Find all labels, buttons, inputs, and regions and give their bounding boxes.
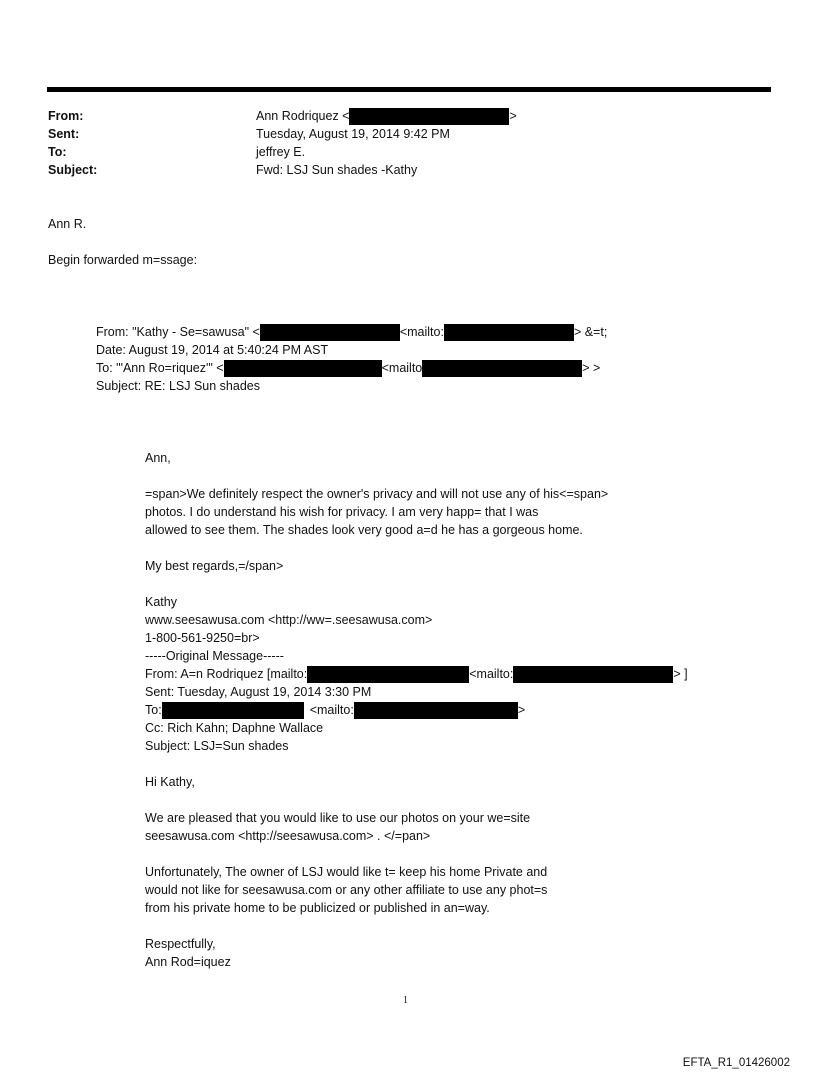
- reply-greeting: Ann,: [145, 451, 171, 465]
- original-message-marker: -----Original Message-----: [145, 649, 284, 663]
- bates-number: EFTA_R1_01426002: [682, 1057, 790, 1069]
- sent-value: Tuesday, August 19, 2014 9:42 PM: [256, 127, 450, 141]
- reply-regards: My best regards,=/span>: [145, 559, 284, 573]
- original-from-line: From: A=n Rodriquez [mailto: <mailto: > ]: [145, 667, 688, 681]
- signature-phone: 1-800-561-9250=br>: [145, 631, 260, 645]
- redaction-box: [422, 360, 582, 377]
- sent-label: Sent:: [48, 127, 80, 141]
- redaction-box: [260, 324, 400, 341]
- original-signature-name: Ann Rod=iquez: [145, 955, 231, 969]
- reply-paragraph-line: =span>We definitely respect the owner's privacy and will not use any of his<=span>: [145, 487, 609, 501]
- original-closing: Respectfully,: [145, 937, 216, 951]
- signature-initials: Ann R.: [48, 217, 87, 231]
- forward-to-line: To: "'Ann Ro=riquez'" < <mailto > >: [96, 361, 601, 375]
- original-paragraph-line: seesawusa.com <http://seesawusa.com> . </=pan>: [145, 829, 431, 843]
- to-value: jeffrey E.: [256, 145, 306, 159]
- from-label: From:: [48, 109, 84, 123]
- forward-date-line: Date: August 19, 2014 at 5:40:24 PM AST: [96, 343, 329, 357]
- forwarded-notice: Begin forwarded m=ssage:: [48, 253, 198, 267]
- original-to-line: To: <mailto: >: [145, 703, 526, 717]
- original-subject-line: Subject: LSJ=Sun shades: [145, 739, 289, 753]
- from-value: Ann Rodriquez < >: [256, 109, 517, 123]
- header-from-row: [48, 108, 517, 125]
- original-sent-line: Sent: Tuesday, August 19, 2014 3:30 PM: [145, 685, 372, 699]
- reply-paragraph-line: photos. I do understand his wish for privacy. I am very happ= that I was: [145, 505, 539, 519]
- original-cc-line: Cc: Rich Kahn; Daphne Wallace: [145, 721, 324, 735]
- header-sent-row: [48, 126, 450, 143]
- signature-website: www.seesawusa.com <http://ww=.seesawusa.com>: [145, 613, 433, 627]
- original-paragraph-line: We are pleased that you would like to use our photos on your we=site: [145, 811, 531, 825]
- header-to-row: [48, 144, 305, 161]
- header-subject-row: [48, 162, 417, 179]
- redaction-box: [354, 702, 518, 719]
- redaction-box: [224, 360, 382, 377]
- redaction-box: [444, 324, 574, 341]
- subject-label: Subject:: [48, 163, 98, 177]
- original-paragraph-line: would not like for seesawusa.com or any other affiliate to use any phot=s: [145, 883, 548, 897]
- subject-value: Fwd: LSJ Sun shades -Kathy: [256, 163, 418, 177]
- to-label: To:: [48, 145, 67, 159]
- page-number: 1: [403, 995, 408, 1006]
- redaction-box: [162, 702, 304, 719]
- redaction-box: [349, 108, 509, 125]
- original-greeting: Hi Kathy,: [145, 775, 195, 789]
- reply-paragraph-line: allowed to see them. The shades look very good a=d he has a gorgeous home.: [145, 523, 583, 537]
- forward-subject-line: Subject: RE: LSJ Sun shades: [96, 379, 260, 393]
- original-paragraph-line: Unfortunately, The owner of LSJ would like t= keep his home Private and: [145, 865, 548, 879]
- header-rule: [47, 87, 771, 92]
- redaction-box: [513, 666, 673, 683]
- redaction-box: [307, 666, 469, 683]
- signature-name: Kathy: [145, 595, 177, 609]
- forward-from-line: From: "Kathy - Se=sawusa" < <mailto: > &=t;: [96, 325, 608, 339]
- original-paragraph-line: from his private home to be publicized or published in an=way.: [145, 901, 490, 915]
